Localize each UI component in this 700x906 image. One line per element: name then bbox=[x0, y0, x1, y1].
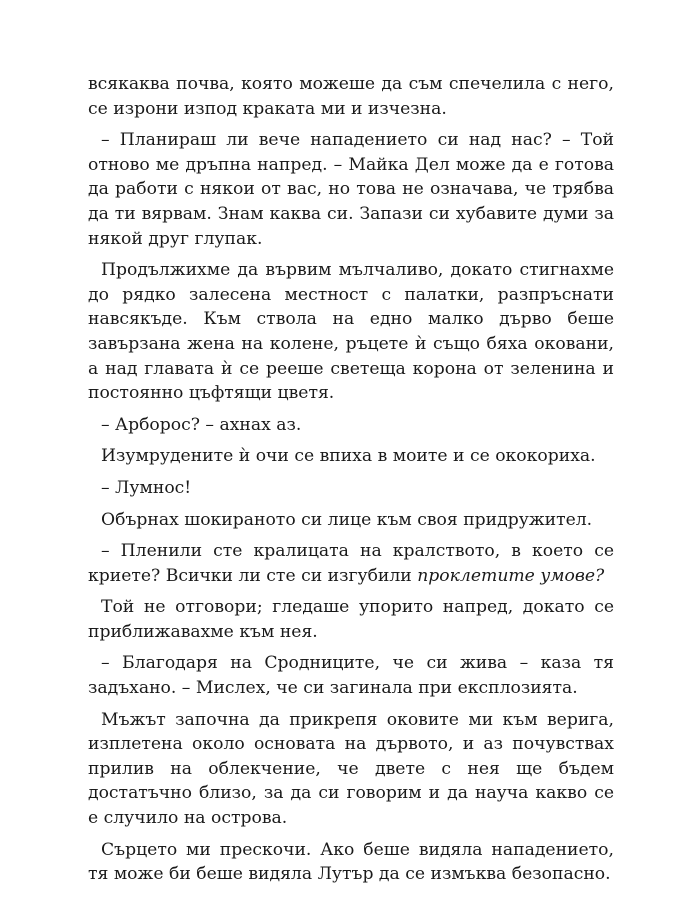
paragraph-9: Той не отговори; гледаше упорито напред, докато се приближавахме към нея. bbox=[88, 597, 614, 642]
book-page bbox=[88, 72, 614, 894]
paragraph-7: Обърнах шокираното си лице към своя придружител. bbox=[101, 509, 593, 530]
paragraph-8 bbox=[88, 539, 614, 588]
paragraph-10: – Благодаря на Сродниците, че си жива – каза тя задъхано. – Мислех, че си загинала при експлозията. bbox=[88, 653, 614, 699]
paragraph-8-italic: проклетите умове? bbox=[417, 565, 605, 586]
paragraph-3: Продължихме да вървим мълчаливо, докато стигнахме до рядко залесена местност с палатки, разпръснати навсякъде. Към ствола на едно малко дърво беше завързана жена на колене, ръцете ѝ също бяха оковани, а над главата ѝ се рееше светеща корона от зеленина и постоянно цъфтящи цветя. bbox=[88, 260, 614, 404]
paragraph-2: – Планираш ли вече нападението си над нас? – Той отново ме дръпна напред. – Майка Дел може да е готова да работи с някои от вас, но това не означава, че трябва да ти вярвам. Знам каква си. Запази си хубавите думи за някой друг глупак. bbox=[88, 130, 614, 249]
paragraph-12: Сърцето ми прескочи. Ако беше видяла нападението, тя може би беше видяла Лутър да се измъква безопасно. bbox=[88, 839, 614, 885]
paragraph-4: – Арборос? – ахнах аз. bbox=[101, 414, 302, 435]
paragraph-1: всякаква почва, която можеше да съм спечелила с него, се изрони изпод краката ми и изчезна. bbox=[88, 74, 614, 119]
paragraph-5: Изумрудените ѝ очи се впиха в моите и се ококориха. bbox=[101, 446, 596, 467]
paragraph-6: – Лумнос! bbox=[101, 477, 192, 498]
paragraph-11: Мъжът започна да прикрепя оковите ми към верига, изплетена около основата на дървото, и аз почувствах прилив на облекчение, че двете с нея ще бъдем достатъчно близо, за да си говорим и да науча какво се е случило на острова. bbox=[88, 709, 614, 829]
paragraph-8-text: – Пленили сте кралицата на кралството, в което се криете? Всички ли сте си изгубили bbox=[88, 541, 614, 586]
